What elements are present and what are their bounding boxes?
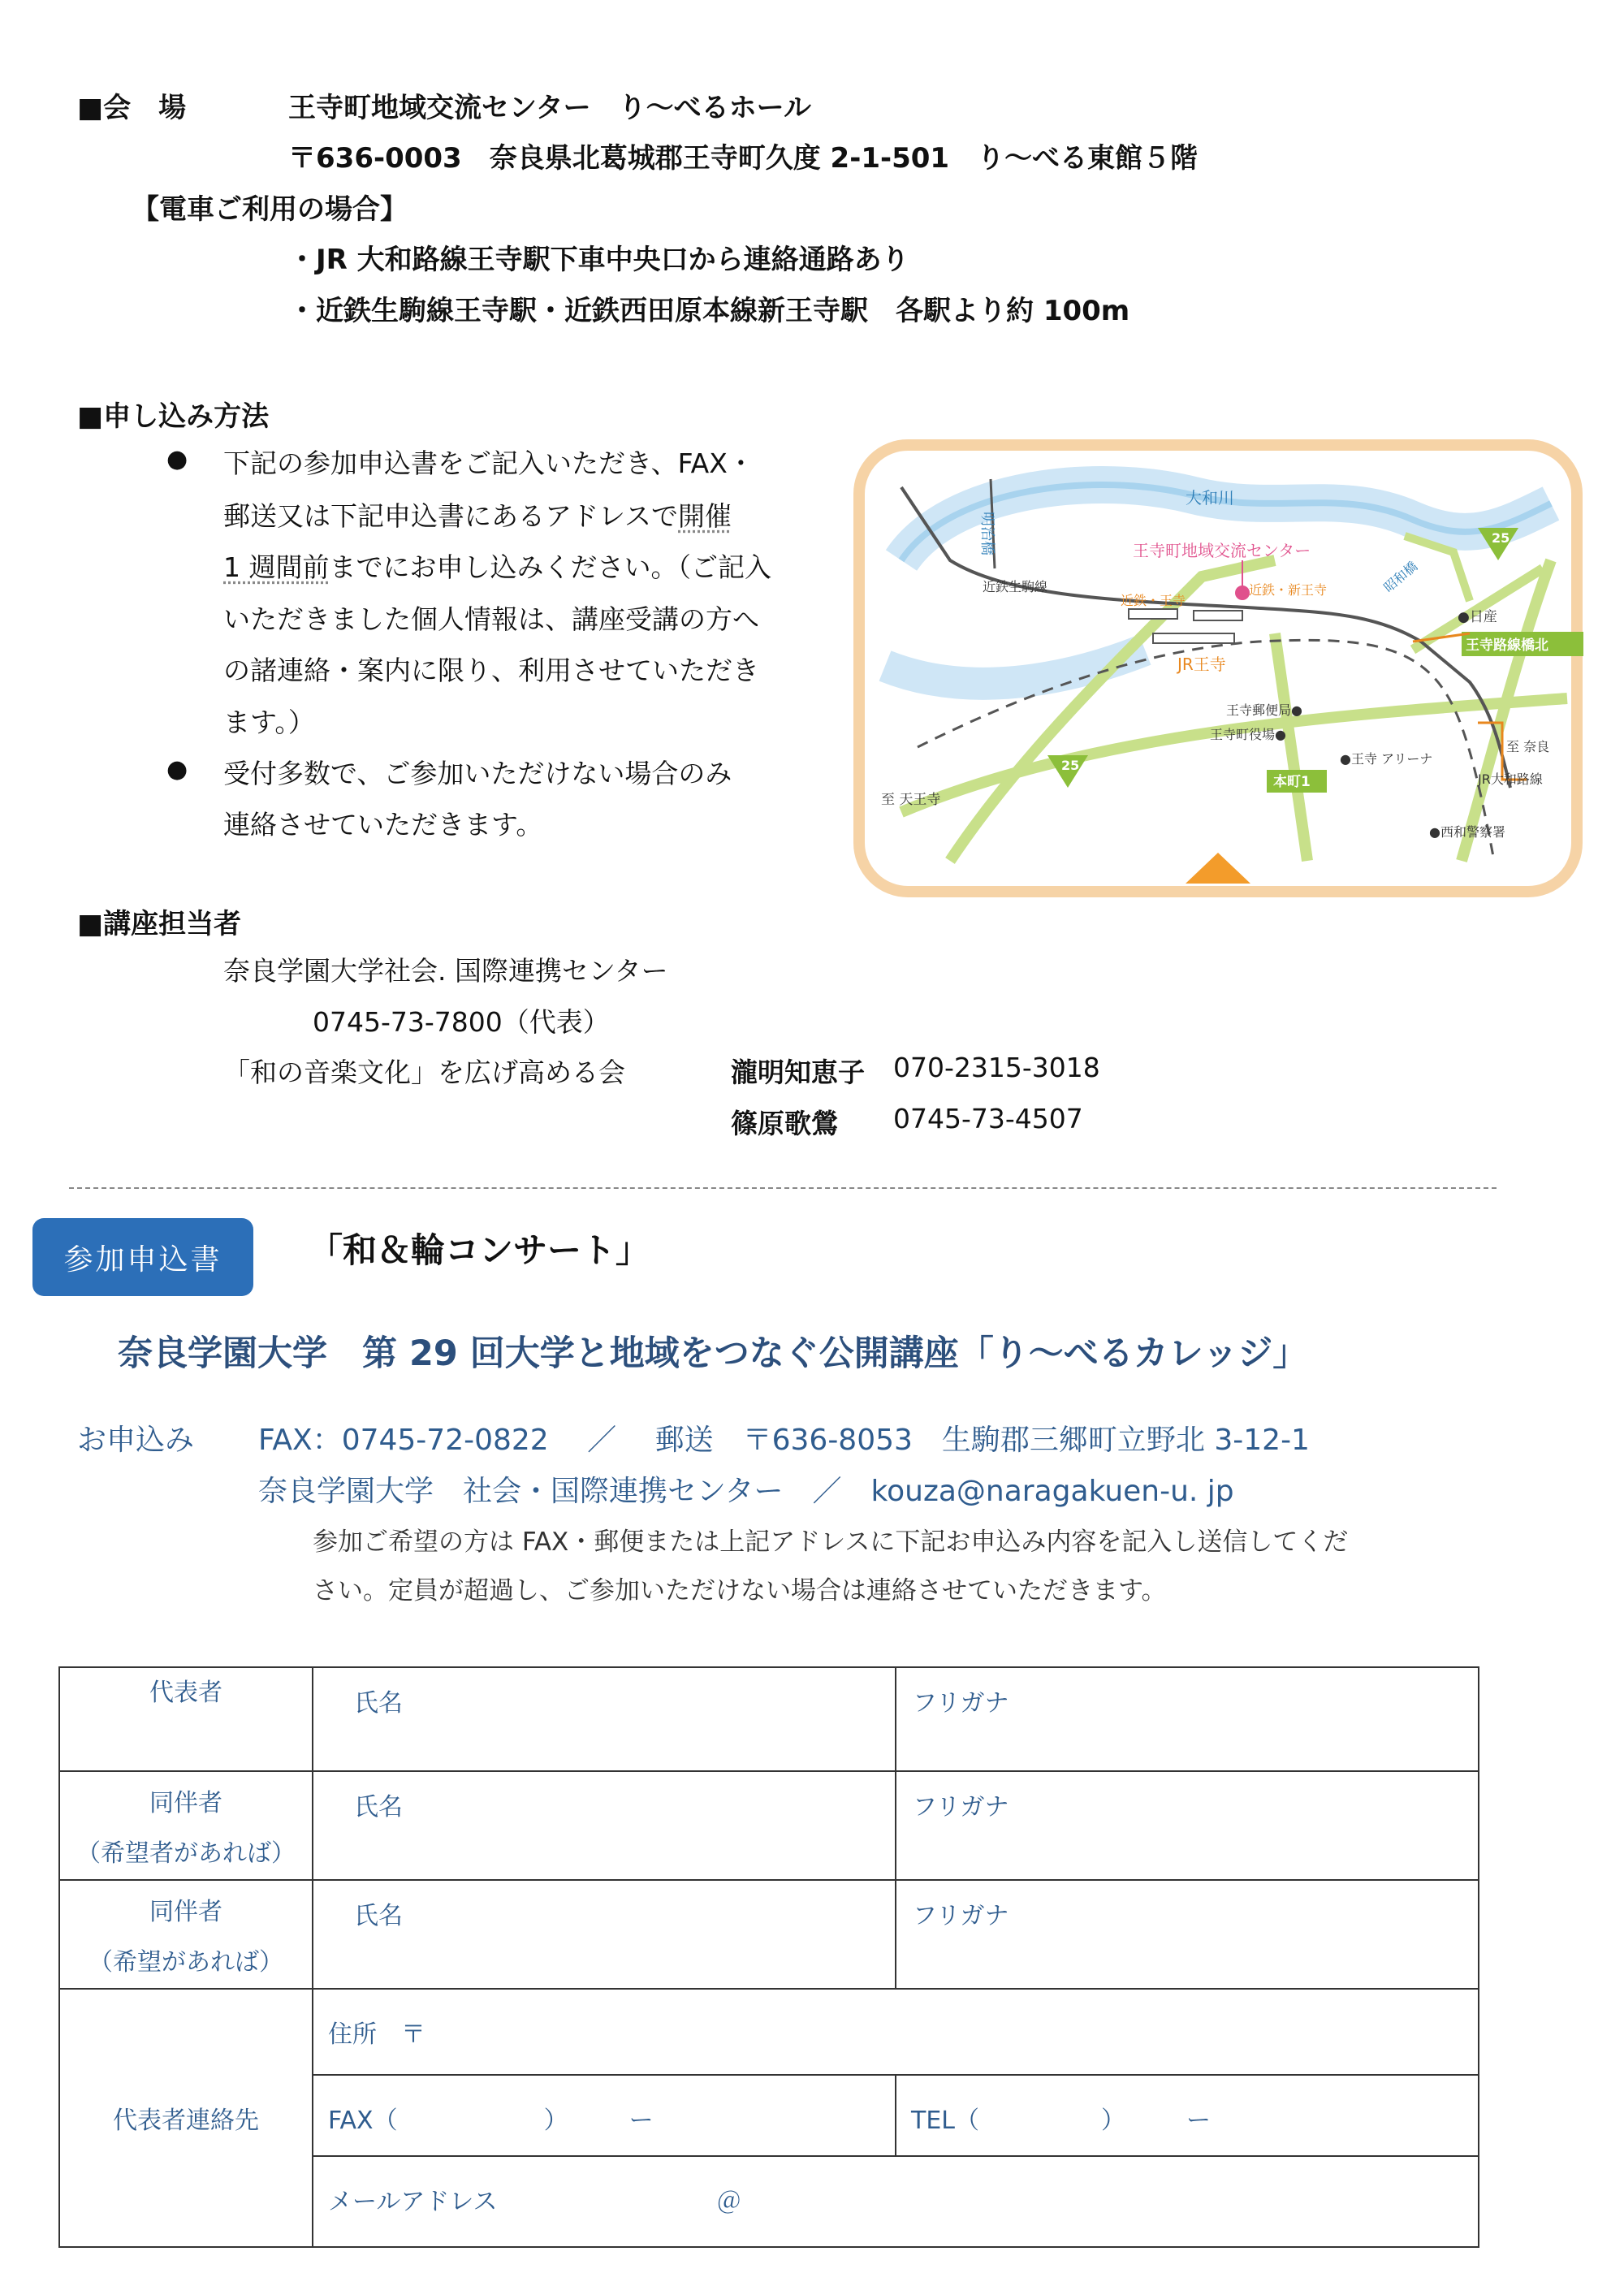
map-label-nara: 至 奈良 bbox=[1506, 739, 1550, 754]
companion1-name-field[interactable]: 氏名 bbox=[313, 1771, 896, 1880]
table-row bbox=[59, 1989, 1479, 2075]
apply-office: 奈良学園大学 社会・国際連携センター ／ kouza@naragakuen-u. jp bbox=[258, 1475, 1234, 1508]
map-label-arena: ●王寺 アリーナ bbox=[1340, 751, 1433, 767]
map-label-ojirosen: 王寺路線橋北 bbox=[1466, 637, 1548, 654]
map-label-post: 王寺郵便局● bbox=[1226, 702, 1302, 718]
contact-person1-tel: 070-2315-3018 bbox=[893, 1052, 1100, 1083]
map-label-honmachi: 本町1 bbox=[1273, 774, 1311, 790]
email-field[interactable]: メールアドレス ＠ bbox=[313, 2156, 1479, 2247]
map-label-ikoma: 近鉄生駒線 bbox=[983, 579, 1048, 594]
address-field[interactable]: 住所 〒 bbox=[313, 1989, 1479, 2075]
station-oji bbox=[1129, 609, 1177, 619]
contact-person1: 瀧明知恵子 bbox=[731, 1057, 865, 1088]
application-form bbox=[58, 1666, 1479, 2248]
apply-line-6: ます。） bbox=[223, 707, 315, 738]
lecture-title: 奈良学園大学 第 29 回大学と地域をつなぐ公開講座「り～べるカレッジ」 bbox=[118, 1333, 1308, 1374]
cut-line bbox=[69, 1187, 1497, 1189]
map-label-police: ●西和警察署 bbox=[1429, 824, 1505, 840]
map-label-meiji: 明治橋 bbox=[978, 512, 996, 555]
companion2-name-field[interactable]: 氏名 bbox=[313, 1880, 896, 1989]
map-label-showa: 昭和橋 bbox=[1380, 558, 1421, 596]
form-badge: 参加申込書 bbox=[32, 1218, 253, 1296]
apply-fax-post: FAX：0745-72-0822 ／ 郵送 〒636-8053 生駒郡三郷町立野北 3-12-1 bbox=[258, 1424, 1310, 1457]
route-25-b: 25 bbox=[1061, 758, 1080, 773]
map-label-townhall: 王寺町役場● bbox=[1210, 727, 1286, 742]
apply-line-1: 下記の参加申込書をご記入いただき、FAX・ bbox=[223, 447, 754, 479]
bullet-icon: ● bbox=[166, 755, 188, 784]
map-label-nissan: ●日産 bbox=[1458, 609, 1497, 625]
apply-line-8: 連絡させていただきます。 bbox=[223, 809, 543, 841]
map-label-oji: 近鉄・王寺 bbox=[1121, 593, 1186, 608]
contact-org: 奈良学園大学社会. 国際連携センター bbox=[223, 955, 668, 987]
bullet-icon: ● bbox=[166, 445, 188, 473]
map-label-jr-oji: JR王寺 bbox=[1177, 655, 1226, 674]
map-label-shinoji: 近鉄・新王寺 bbox=[1249, 582, 1328, 598]
train-line-kintetsu: ・近鉄生駒線王寺駅・近鉄西田原本線新王寺駅 各駅より約 100m bbox=[288, 295, 1130, 327]
rep-label: 代表者 bbox=[59, 1667, 313, 1771]
train-line-jr: ・JR 大和路線王寺駅下車中央口から連絡通路あり bbox=[288, 244, 909, 276]
venue-name: 王寺町地域交流センター り～べるホール bbox=[288, 92, 811, 124]
companion1-label: 同伴者 （希望者があれば） bbox=[59, 1771, 313, 1880]
contact-group: 「和の音楽文化」を広げ高める会 bbox=[223, 1057, 625, 1088]
companion2-label: 同伴者 （希望があれば） bbox=[59, 1880, 313, 1989]
map-label-tennoji: 至 天王寺 bbox=[881, 792, 941, 808]
rep-name-field[interactable]: 氏名 bbox=[313, 1667, 896, 1771]
map-label-jr-yamatoji: JR大和路線 bbox=[1478, 771, 1543, 787]
map-label-yamato: 大和川 bbox=[1186, 488, 1234, 508]
table-row bbox=[59, 1880, 1479, 1989]
at-sign: ＠ bbox=[716, 2188, 741, 2216]
venue-address: 〒636-0003 奈良県北葛城郡王寺町久度 2-1-501 り～べる東館５階 bbox=[288, 142, 1199, 175]
concert-title: 「和＆輪コンサート」 bbox=[309, 1230, 650, 1270]
contact-org-tel: 0745-73-7800（代表） bbox=[313, 1006, 610, 1038]
train-heading: 【電車ご利用の場合】 bbox=[132, 193, 408, 226]
table-row bbox=[59, 1667, 1479, 1771]
station-jr bbox=[1153, 633, 1234, 643]
contact-heading: ■講座担当者 bbox=[77, 908, 242, 940]
apply-line-7: 受付多数で、ご参加いただけない場合のみ bbox=[223, 758, 732, 789]
companion1-furigana-field[interactable]: フリガナ bbox=[896, 1771, 1479, 1880]
table-row bbox=[59, 1771, 1479, 1880]
apply-label: お申込み bbox=[77, 1424, 195, 1457]
apply-line-4: いただきました個人情報は、講座受講の方へ bbox=[223, 603, 759, 635]
form-note-2: さい。定員が超過し、ご参加いただけない場合は連絡させていただきます。 bbox=[313, 1576, 1167, 1605]
apply-line-3: 1 週間前までにお申し込みください。（ご記入 bbox=[223, 551, 771, 583]
venue-heading: ■会 場 bbox=[77, 92, 187, 124]
contact-label: 代表者連絡先 bbox=[59, 1989, 313, 2247]
apply-line-2: 郵送又は下記申込書にあるアドレスで開催 bbox=[223, 500, 732, 532]
fax-field[interactable]: FAX（ ） ー bbox=[313, 2075, 896, 2156]
apply-line-5: の諸連絡・案内に限り、利用させていただき bbox=[223, 655, 759, 686]
tel-field[interactable]: TEL（ ） ー bbox=[896, 2075, 1479, 2156]
rep-furigana-field[interactable]: フリガナ bbox=[896, 1667, 1479, 1771]
apply-heading: ■申し込み方法 bbox=[77, 400, 270, 433]
contact-person2-tel: 0745-73-4507 bbox=[893, 1103, 1083, 1134]
route-25-a: 25 bbox=[1492, 530, 1510, 546]
station-shinoji bbox=[1194, 611, 1242, 620]
companion2-furigana-field[interactable]: フリガナ bbox=[896, 1880, 1479, 1989]
contact-person2: 篠原歌鶯 bbox=[731, 1108, 838, 1139]
map-label-center: 王寺町地域交流センター bbox=[1133, 541, 1311, 560]
form-note-1: 参加ご希望の方は FAX・郵便または上記アドレスに下記お申込み内容を記入し送信してくだ bbox=[313, 1528, 1349, 1557]
access-map bbox=[853, 439, 1583, 901]
